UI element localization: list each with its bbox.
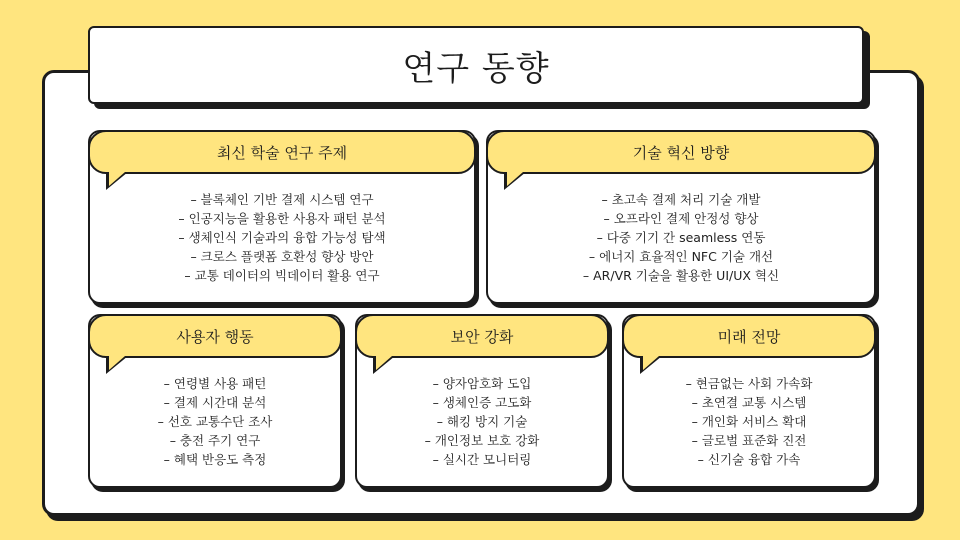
list-item: – 개인화 서비스 확대 — [691, 414, 807, 429]
list-item: – 연령별 사용 패턴 — [163, 376, 267, 391]
card-header — [622, 314, 876, 358]
list-item: – 인공지능을 활용한 사용자 패턴 분석 — [178, 211, 386, 226]
list-item: – 초연결 교통 시스템 — [691, 395, 807, 410]
card-title: 기술 혁신 방향 — [632, 143, 730, 162]
card-list — [357, 374, 607, 469]
page-title: 연구 동향 — [402, 48, 550, 89]
list-item: – 양자암호화 도입 — [432, 376, 532, 391]
card-header — [486, 130, 876, 174]
card-title: 미래 전망 — [717, 327, 781, 346]
card-header — [355, 314, 609, 358]
card-header — [88, 314, 342, 358]
card-list — [90, 374, 340, 469]
list-item: – 크로스 플랫폼 호환성 향상 방안 — [190, 249, 374, 264]
list-item: – 해킹 방지 기술 — [436, 414, 528, 429]
list-item: – 현금없는 사회 가속화 — [685, 376, 813, 391]
card-list — [90, 190, 474, 285]
list-item: – 교통 데이터의 빅데이터 활용 연구 — [184, 268, 380, 283]
list-item: – 생체인식 기술과의 융합 가능성 탐색 — [178, 230, 386, 245]
list-item: – 글로벌 표준화 진전 — [691, 433, 807, 448]
card-list — [624, 374, 874, 469]
list-item: – AR/VR 기술을 활용한 UI/UX 혁신 — [582, 268, 780, 283]
list-item: – 다중 기기 간 seamless 연동 — [596, 230, 766, 245]
card-academic-topics — [88, 130, 476, 304]
list-item: – 충전 주기 연구 — [169, 433, 261, 448]
list-item: – 선호 교통수단 조사 — [157, 414, 273, 429]
card-title: 보안 강화 — [450, 327, 514, 346]
list-item: – 초고속 결제 처리 기술 개발 — [601, 192, 761, 207]
list-item: – 오프라인 결제 안정성 향상 — [603, 211, 759, 226]
card-header — [88, 130, 476, 174]
card-future-outlook — [622, 314, 876, 488]
card-security — [355, 314, 609, 488]
list-item: – 혜택 반응도 측정 — [163, 452, 267, 467]
card-tech-innovation — [486, 130, 876, 304]
card-list — [488, 190, 874, 285]
list-item: – 결제 시간대 분석 — [163, 395, 267, 410]
card-user-behavior — [88, 314, 342, 488]
list-item: – 실시간 모니터링 — [432, 452, 532, 467]
list-item: – 개인정보 보호 강화 — [424, 433, 540, 448]
card-title: 사용자 행동 — [176, 327, 254, 346]
list-item: – 블록체인 기반 결제 시스템 연구 — [190, 192, 374, 207]
list-item: – 에너지 효율적인 NFC 기술 개선 — [588, 249, 774, 264]
list-item: – 신기술 융합 가속 — [697, 452, 801, 467]
title-banner — [88, 26, 864, 104]
card-title: 최신 학술 연구 주제 — [216, 143, 348, 162]
list-item: – 생체인증 고도화 — [432, 395, 532, 410]
